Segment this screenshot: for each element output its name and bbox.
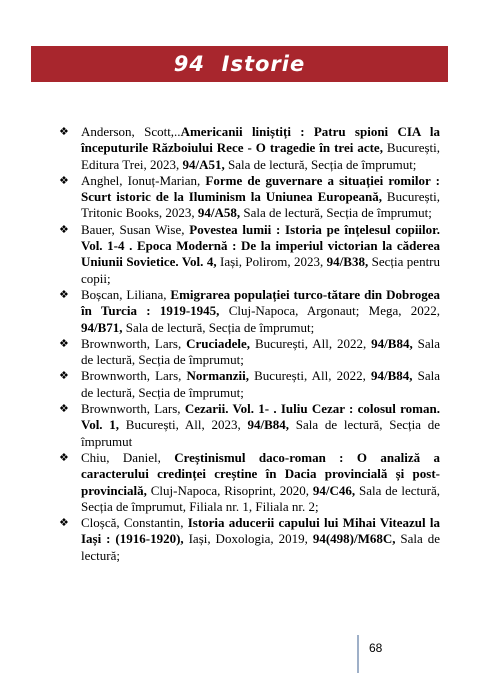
entry-publication: București, All, 2022, — [250, 335, 372, 351]
entry-title: Americanii liniștiți : Patru spioni CIA la începuturile Războiului Rece - O tragedie în trei acte, — [81, 124, 440, 156]
entry-publication: București, All, 2023, — [119, 417, 248, 433]
bibliography-list — [59, 124, 440, 564]
bibliography-entry — [59, 336, 440, 369]
entry-author: Chiu, Daniel, — [81, 449, 175, 465]
entry-location: Sala de lectură, Secția de împrumut; — [81, 368, 440, 400]
bibliography-entry — [59, 368, 440, 401]
page-number: 68 — [369, 641, 383, 655]
entry-author: Bauer, Susan Wise, — [81, 221, 190, 237]
four-diamond-bullet-icon: ❖ — [59, 369, 69, 383]
entry-call-number: 94/A58, — [197, 205, 241, 221]
entry-title: Creștinismul daco-roman : O analiză a caracterului credinței creștine în Dacia provincială și post-provincială, — [81, 449, 441, 498]
entry-author: Brownworth, Lars, — [81, 401, 185, 417]
chapter-banner — [31, 46, 448, 82]
entry-call-number: 94/A51, — [182, 156, 225, 172]
bibliography-entry — [59, 515, 440, 564]
entry-call-number: 94/B84, — [370, 368, 413, 384]
entry-call-number: 94/B84, — [247, 417, 290, 433]
entry-publication: Iași, Polirom, 2023, — [216, 254, 327, 270]
bibliography-entry — [59, 450, 440, 515]
entry-author: Anghel, Ionuț-Marian, — [81, 172, 206, 188]
entry-title: Emigrarea populației turco-tătare din Dobrogea în Turcia : 1919-1945, — [81, 286, 440, 319]
entry-location: Sala de lectură, Secția de împrumut; — [81, 335, 440, 368]
four-diamond-bullet-icon: ❖ — [59, 450, 69, 464]
entry-author: Boșcan, Liliana, — [81, 286, 171, 302]
entry-call-number: 94/C46, — [312, 482, 356, 498]
entry-author: Anderson, Scott,.. — [81, 124, 181, 139]
entry-location: Sala de lectură, Secția de împrumut; — [240, 205, 432, 221]
entry-title: Normanzii, — [186, 368, 250, 384]
entry-call-number: 94/B38, — [326, 254, 369, 270]
bibliography-entry — [59, 124, 440, 173]
four-diamond-bullet-icon: ❖ — [59, 287, 69, 301]
entry-publication: Cluj-Napoca, Risoprint, 2020, — [146, 482, 313, 498]
bibliography-entry — [59, 287, 440, 336]
entry-publication: București, Editura Trei, 2023, — [81, 140, 440, 172]
entry-location: Sala de lectură, Secția de împrumut; — [122, 319, 315, 335]
entry-author: Brownworth, Lars, — [81, 368, 187, 384]
entry-publication: București, Tritonic Books, 2023, — [81, 189, 440, 221]
entry-author: Brownworth, Lars, — [81, 335, 187, 351]
entry-call-number: 94/B71, — [81, 319, 123, 335]
entry-call-number: 94/B84, — [371, 335, 413, 351]
bibliography-entry — [59, 173, 440, 222]
four-diamond-bullet-icon: ❖ — [59, 173, 69, 187]
four-diamond-bullet-icon: ❖ — [59, 222, 69, 236]
entry-title: Istoria aducerii capului lui Mihai Viteazul la Iași : (1916-1920), — [81, 515, 440, 547]
entry-location: Secția pentru copii; — [81, 254, 441, 286]
entry-location: Sala de lectură; — [81, 531, 441, 563]
entry-title: Cezarii. Vol. 1- . Iuliu Cezar : colosul roman. Vol. 1, — [81, 401, 440, 433]
four-diamond-bullet-icon: ❖ — [59, 125, 69, 138]
entry-author: Cloșcă, Constantin, — [81, 515, 188, 531]
chapter-title: 94 Istorie — [173, 52, 306, 76]
entry-publication: București, All, 2022, — [249, 368, 371, 384]
four-diamond-bullet-icon: ❖ — [59, 402, 69, 416]
entry-publication: Cluj-Napoca, Argonaut; Mega, 2022, — [219, 303, 441, 319]
entry-location: Sala de lectură, Secția de împrumut; — [224, 156, 417, 172]
entry-title: Cruciadele, — [186, 335, 251, 351]
entry-publication: Iași, Doxologia, 2019, — [183, 531, 313, 547]
entry-location: Sala de lectură, Secția de împrumut — [81, 417, 440, 449]
bibliography-entry — [59, 401, 440, 450]
bibliography-entry — [59, 222, 440, 287]
four-diamond-bullet-icon: ❖ — [59, 336, 69, 350]
entry-location: Sala de lectură, Secția de împrumut, Filiala nr. 1, Filiala nr. 2; — [81, 482, 440, 514]
page-footer — [357, 635, 382, 673]
entry-call-number: 94(498)/M68C, — [312, 531, 396, 547]
entry-title: Forme de guvernare a situației romilor : Scurt istoric de la Iluminism la Uniunea Europeană, — [81, 172, 440, 205]
entry-title: Povestea lumii : Istoria pe înțelesul copiilor. Vol. 1-4 . Epoca Modernă : De la imperiul victorian la căderea Uniunii Sovietice. Vol. 4, — [81, 221, 440, 270]
four-diamond-bullet-icon: ❖ — [59, 516, 69, 530]
